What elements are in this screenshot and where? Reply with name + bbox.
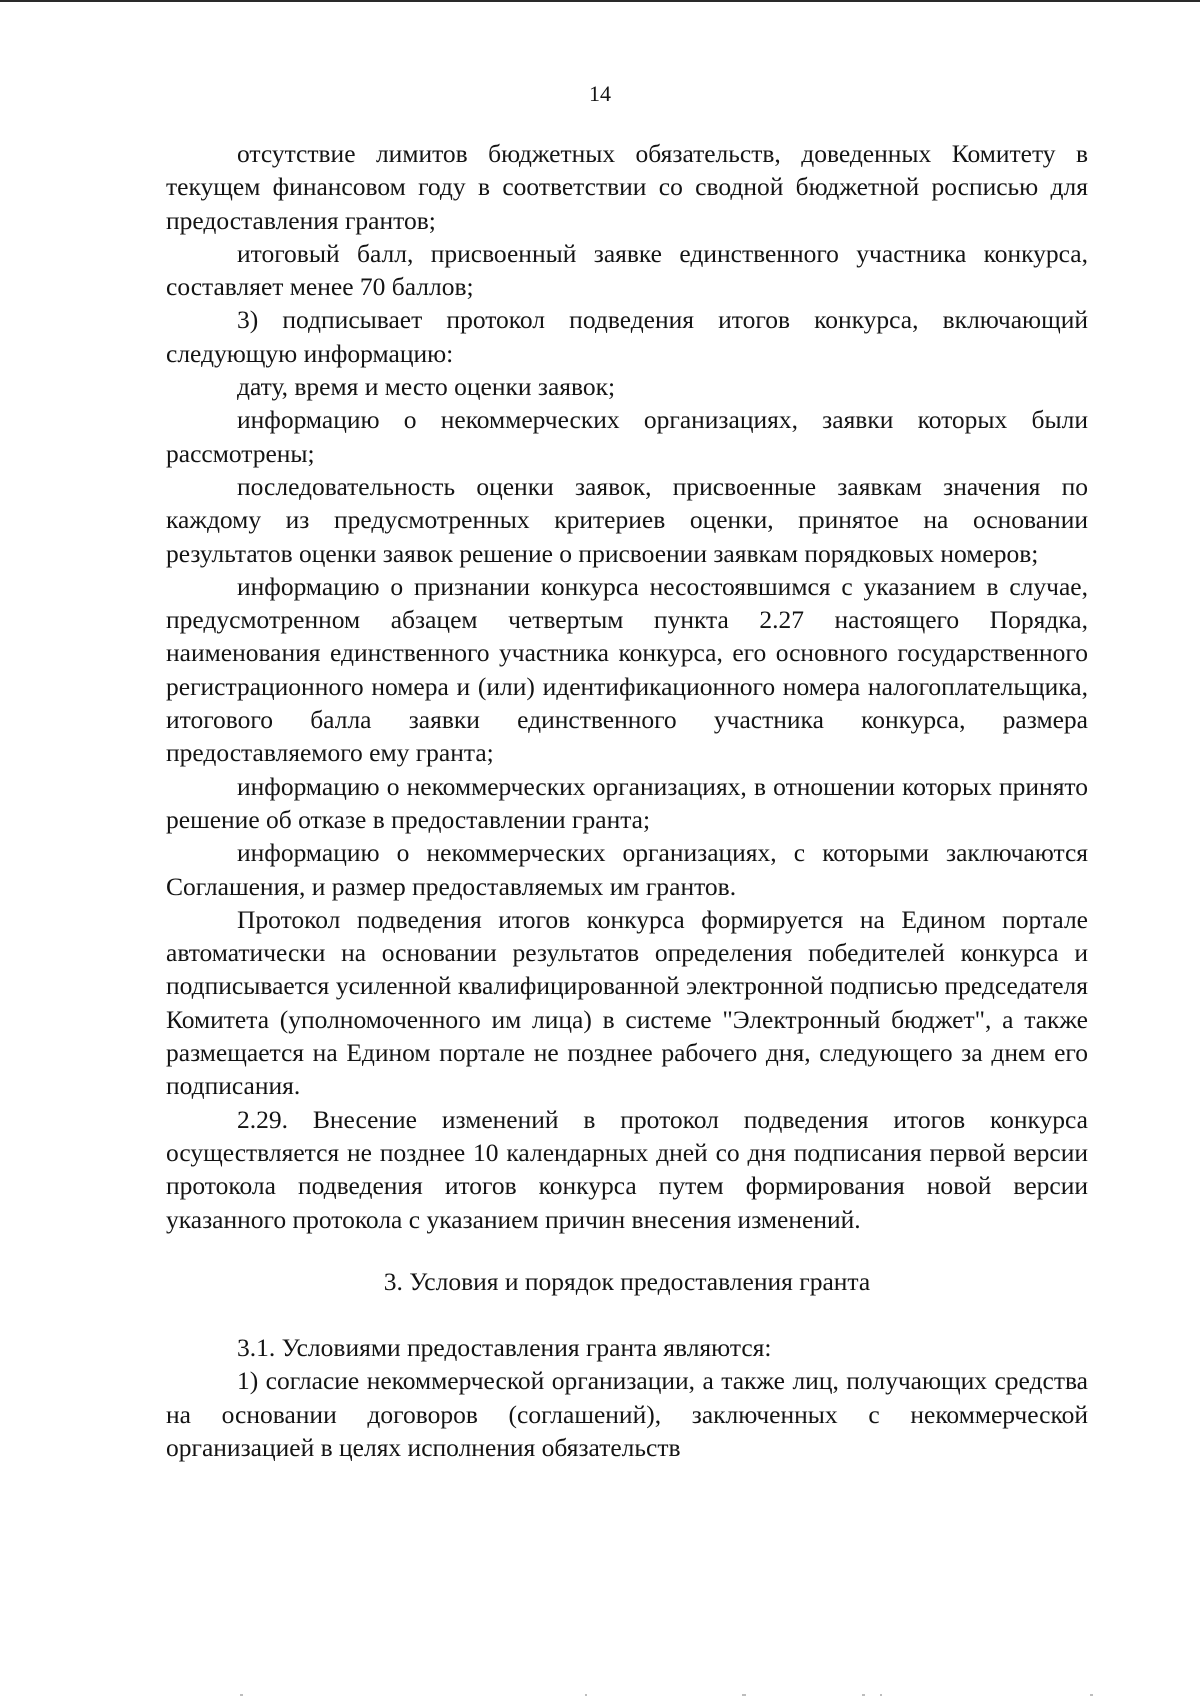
paragraph: информацию о некоммерческих организациях, с которыми заключаются Соглашения, и размер предоставляемых им грантов. (166, 838, 1088, 901)
paragraph: 3) подписывает протокол подведения итогов конкурса, включающий следующую информацию: (166, 305, 1088, 368)
page-number: 14 (589, 81, 611, 106)
paragraph: 2.29. Внесение изменений в протокол подведения итогов конкурса осуществляется не позднее 10 календарных дней со дня подписания первой версии протокола подведения итогов конкурса путем формирования новой версии указанного протокола с указанием причин внесения изменений. (166, 1104, 1088, 1234)
paragraph: информацию о признании конкурса несостоявшимся с указанием в случае, предусмотренном абзацем четвертым пункта 2.27 настоящего Порядка, наименования единственного участника конкурса, его основного государственного регистрационного номера и (или) идентификационного номера налогоплательщика, итогового балла заявки единственного участника конкурса, размера предоставляемого ему гранта; (166, 571, 1088, 768)
paragraph: информацию о некоммерческих организациях, в отношении которых принято решение об отказе в предоставлении гранта; (166, 771, 1088, 834)
scan-artifact (0, 1694, 1200, 1700)
paragraph: последовательность оценки заявок, присвоенные заявкам значения по каждому из предусмотренных критериев оценки, принятое на основании результатов оценки заявок решение о присвоении заявкам порядковых номеров; (166, 471, 1088, 568)
paragraph: отсутствие лимитов бюджетных обязательств, доведенных Комитету в текущем финансовом году в соответствии со сводной бюджетной росписью для предоставления грантов; (166, 139, 1088, 235)
paragraph: информацию о некоммерческих организациях, заявки которых были рассмотрены; (166, 405, 1088, 468)
section-heading: 3. Условия и порядок предоставления гранта (383, 1266, 871, 1296)
paragraph: 1) согласие некоммерческой организации, а также лиц, получающих средства на основании договоров (соглашений), заключенных с некоммерческой организацией в целях исполнения обязательств (166, 1366, 1088, 1462)
paragraph: 3.1. Условиями предоставления гранта являются: (237, 1333, 772, 1363)
paragraph: Протокол подведения итогов конкурса формируется на Едином портале автоматически на основании результатов определения победителей конкурса и подписывается усиленной квалифицированной электронной подписью председателя Комитета (уполномоченного им лица) в системе "Электронный бюджет", а также размещается на Едином портале не позднее рабочего дня, следующего за днем его подписания. (166, 904, 1088, 1101)
page-top-edge (0, 0, 1200, 2)
document-body (166, 137, 1088, 1464)
paragraph: итоговый балл, присвоенный заявке единственного участника конкурса, составляет менее 70 баллов; (166, 238, 1088, 302)
paragraph: дату, время и место оценки заявок; (237, 372, 616, 402)
